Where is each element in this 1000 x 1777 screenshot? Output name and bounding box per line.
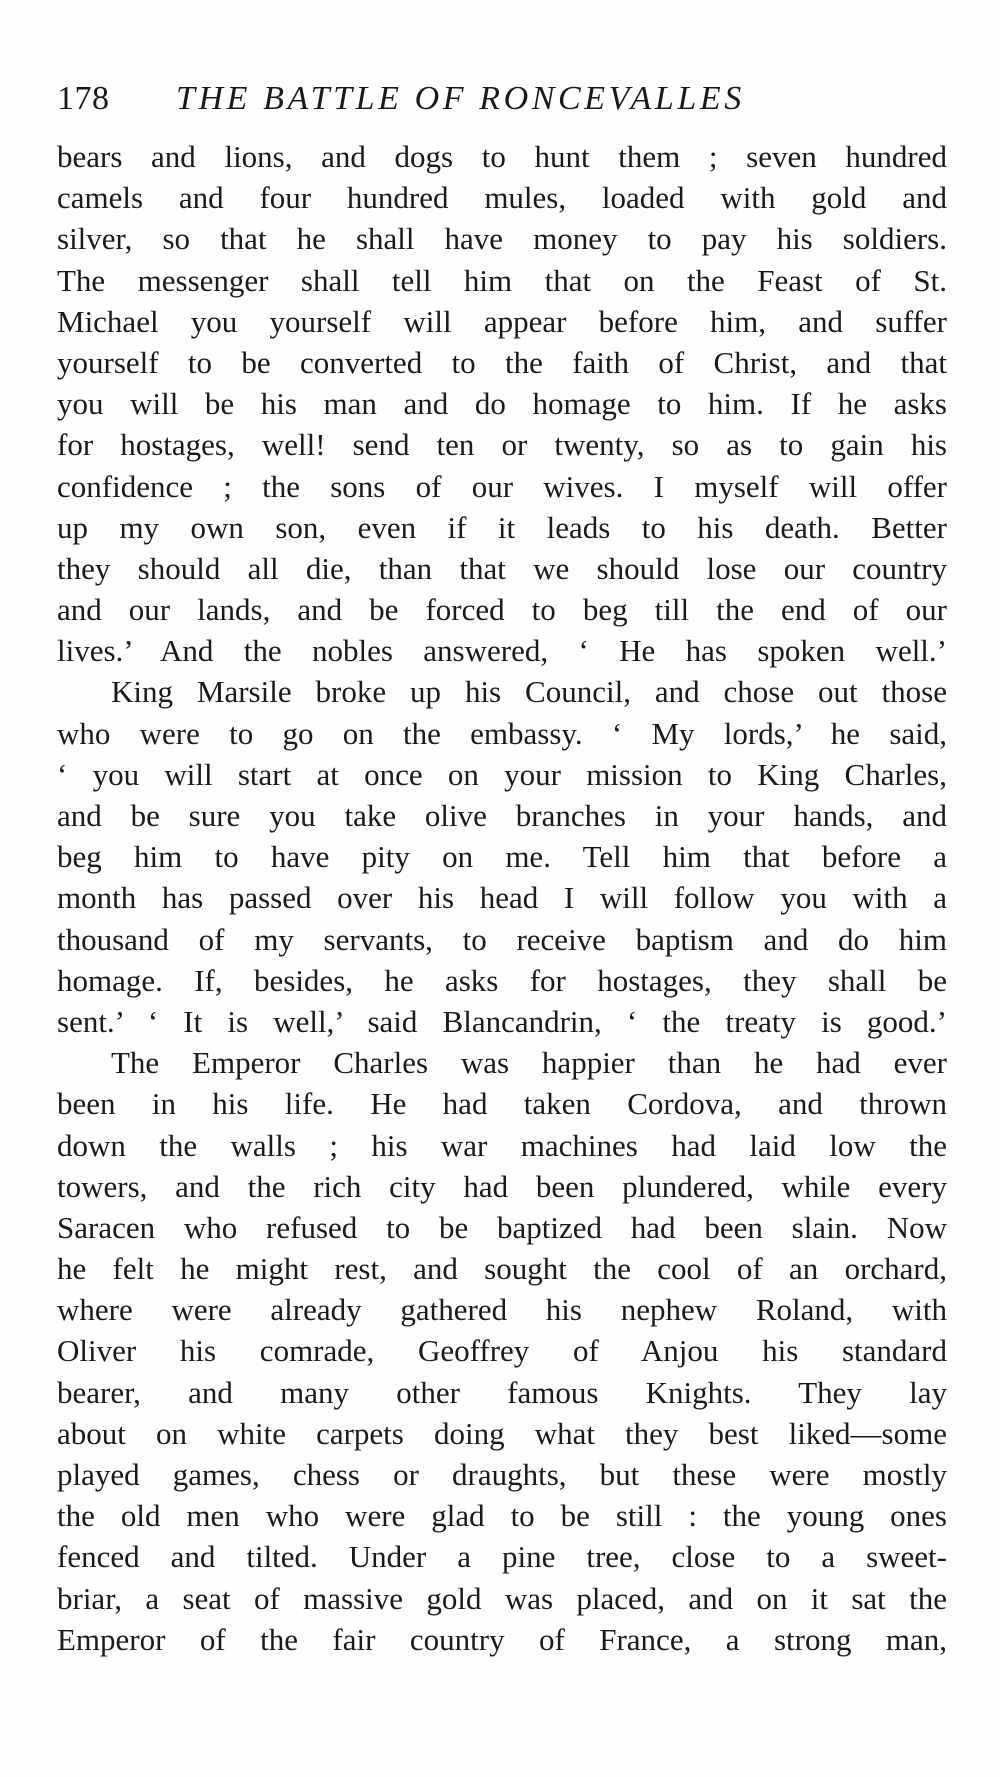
paragraph-start-line: King Marsile broke up his Council, and chose out those bbox=[111, 674, 947, 710]
text-line: they should all die, than that we should lose our country bbox=[57, 550, 947, 586]
text-line: The messenger shall tell him that on the Feast of St. bbox=[57, 262, 947, 298]
text-line: up my own son, even if it leads to his death. Better bbox=[57, 509, 947, 545]
text-line: Saracen who refused to be baptized had been slain. Now bbox=[57, 1209, 947, 1245]
text-line: for hostages, well! send ten or twenty, so as to gain his bbox=[57, 427, 947, 463]
text-line: thousand of my servants, to receive baptism and do him bbox=[57, 921, 947, 957]
body-text bbox=[57, 136, 947, 1660]
running-title: THE BATTLE OF RONCEVALLES bbox=[176, 80, 745, 117]
text-line: bearer, and many other famous Knights. They lay bbox=[57, 1374, 947, 1410]
text-line: Emperor of the fair country of France, a strong man, bbox=[57, 1621, 947, 1657]
text-line: yourself to be converted to the faith of Christ, and that bbox=[57, 344, 947, 380]
text-line: Oliver his comrade, Geoffrey of Anjou his standard bbox=[57, 1333, 947, 1369]
text-line: briar, a seat of massive gold was placed, and on it sat the bbox=[57, 1580, 947, 1616]
text-line: month has passed over his head I will follow you with a bbox=[57, 880, 947, 916]
text-line: confidence ; the sons of our wives. I myself will offer bbox=[57, 468, 947, 504]
text-line: towers, and the rich city had been plundered, while every bbox=[57, 1168, 947, 1204]
text-line: bears and lions, and dogs to hunt them ; seven hundred bbox=[57, 139, 947, 174]
text-line: the old men who were glad to be still : the young ones bbox=[57, 1498, 947, 1534]
text-line: where were already gathered his nephew Roland, with bbox=[57, 1292, 947, 1328]
text-line: and be sure you take olive branches in your hands, and bbox=[57, 798, 947, 833]
text-line: silver, so that he shall have money to pay his soldiers. bbox=[57, 221, 947, 257]
page-header bbox=[57, 74, 947, 124]
text-line: camels and four hundred mules, loaded with gold and bbox=[57, 180, 947, 216]
text-line: played games, chess or draughts, but these were mostly bbox=[57, 1457, 947, 1492]
text-line: you will be his man and do homage to him. If he asks bbox=[57, 386, 947, 422]
text-line: who were to go on the embassy. ‘ My lords,’ he said, bbox=[57, 715, 947, 751]
text-line: been in his life. He had taken Cordova, and thrown bbox=[57, 1086, 947, 1122]
text-line: about on white carpets doing what they best liked—some bbox=[57, 1415, 947, 1451]
text-line: fenced and tilted. Under a pine tree, close to a sweet- bbox=[57, 1539, 947, 1575]
text-line: down the walls ; his war machines had laid low the bbox=[57, 1127, 947, 1163]
paragraph-end-line: lives.’ And the nobles answered, ‘ He has spoken well.’ bbox=[57, 633, 947, 669]
paragraph-start-line: The Emperor Charles was happier than he had ever bbox=[111, 1045, 947, 1081]
page-number: 178 bbox=[57, 80, 110, 117]
text-line: and our lands, and be forced to beg till the end of our bbox=[57, 592, 947, 628]
text-line: Michael you yourself will appear before him, and suffer bbox=[57, 303, 947, 339]
text-line: beg him to have pity on me. Tell him that before a bbox=[57, 839, 947, 875]
text-line: ‘ you will start at once on your mission to King Charles, bbox=[57, 756, 947, 792]
text-line: homage. If, besides, he asks for hostages, they shall be bbox=[57, 962, 947, 998]
text-line: he felt he might rest, and sought the cool of an orchard, bbox=[57, 1251, 947, 1287]
paragraph-end-line: sent.’ ‘ It is well,’ said Blancandrin, ‘ the treaty is good.’ bbox=[57, 1003, 947, 1039]
